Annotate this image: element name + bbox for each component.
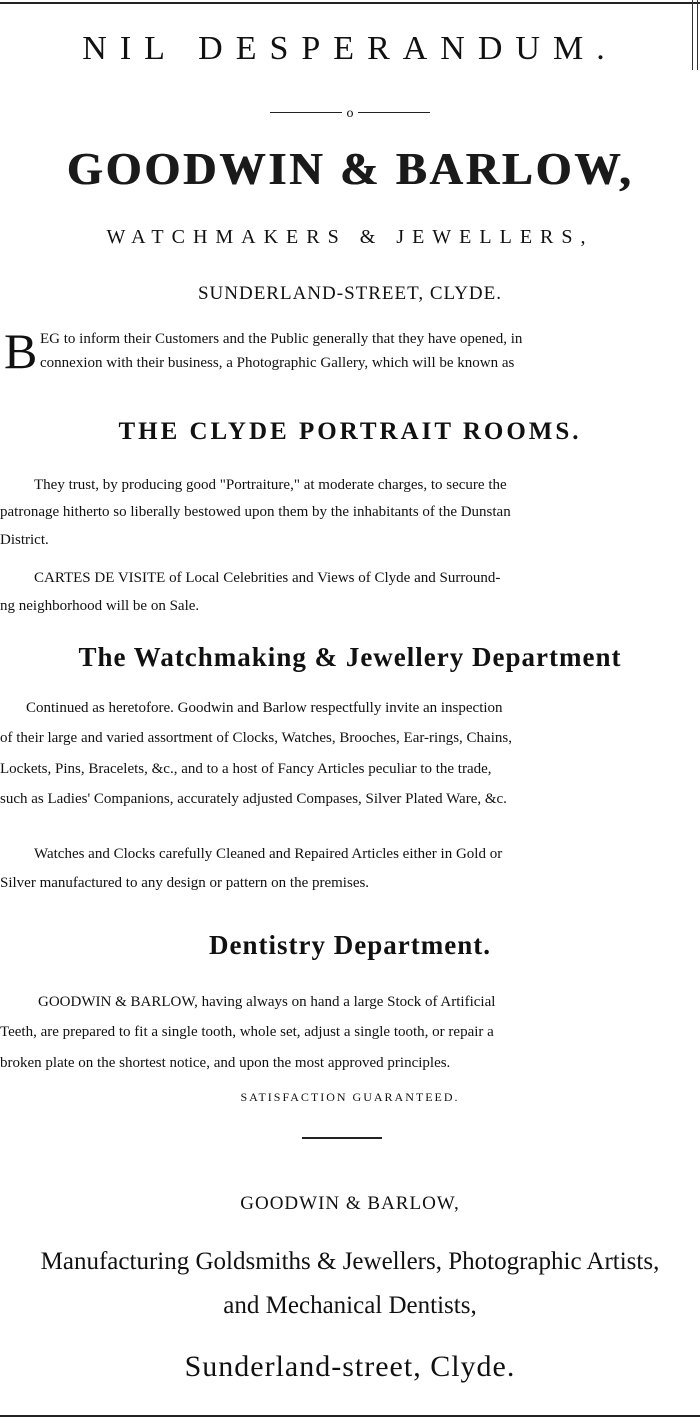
- footer-address: Sunderland-street, Clyde.: [184, 1350, 516, 1383]
- motto-heading: NIL DESPERANDUM.: [82, 30, 618, 67]
- street-address: SUNDERLAND-STREET, CLYDE.: [197, 283, 503, 304]
- firm-name-heading: GOODWIN & BARLOW,: [66, 143, 634, 194]
- text-line: such as Ladies' Companions, accurately adjusted Compases, Silver Plated Ware, &c.: [0, 791, 507, 807]
- portrait-rooms-heading: THE CLYDE PORTRAIT ROOMS.: [118, 418, 582, 445]
- bottom-border-rule: [0, 1415, 700, 1417]
- footer-separator-rule: [302, 1137, 382, 1139]
- trade-subheading: WATCHMAKERS & JEWELLERS,: [106, 226, 594, 248]
- separator-line-left: [270, 112, 342, 113]
- footer-services-line-2: and Mechanical Dentists,: [223, 1292, 477, 1319]
- separator-glyph: o: [346, 105, 354, 120]
- text-line: Teeth, are prepared to fit a single tooth, whole set, adjust a single tooth, or repair a: [0, 1024, 494, 1040]
- text-line: ng neighborhood will be on Sale.: [0, 598, 200, 614]
- text-line: District.: [0, 532, 49, 548]
- footer-firm-name: GOODWIN & BARLOW,: [240, 1193, 460, 1214]
- text-line: broken plate on the shortest notice, and upon the most approved principles.: [0, 1055, 451, 1071]
- dentistry-heading: Dentistry Department.: [209, 930, 491, 960]
- top-border-rule: [0, 2, 700, 4]
- intro-line-2: connexion with their business, a Photographic Gallery, which will be known as: [40, 355, 515, 371]
- text-line: of their large and varied assortment of Clocks, Watches, Brooches, Ear-rings, Chains,: [0, 730, 512, 746]
- text-line: CARTES DE VISITE of Local Celebrities and Views of Clyde and Surround-: [34, 570, 501, 586]
- text-line: Silver manufactured to any design or pattern on the premises.: [0, 875, 370, 891]
- text-line: Lockets, Pins, Bracelets, &c., and to a host of Fancy Articles peculiar to the trade,: [0, 761, 492, 777]
- text-line: Continued as heretofore. Goodwin and Barlow respectfully invite an inspection: [26, 700, 503, 716]
- text-line: patronage hitherto so liberally bestowed upon them by the inhabitants of the Dunstan: [0, 504, 511, 520]
- text-line: They trust, by producing good "Portraiture," at moderate charges, to secure the: [34, 477, 507, 493]
- separator-line-right: [358, 112, 430, 113]
- ornamental-separator: [0, 102, 700, 122]
- drop-cap: B: [4, 323, 38, 379]
- footer-services-line-1: Manufacturing Goldsmiths & Jewellers, Photographic Artists,: [40, 1248, 660, 1275]
- text-line: GOODWIN & BARLOW, having always on hand a large Stock of Artificial: [38, 994, 496, 1010]
- watchmaking-heading: The Watchmaking & Jewellery Department: [78, 642, 622, 672]
- guarantee-line: SATISFACTION GUARANTEED.: [240, 1090, 460, 1104]
- text-line: Watches and Clocks carefully Cleaned and Repaired Articles either in Gold or: [34, 846, 503, 862]
- intro-line-1: EG to inform their Customers and the Public generally that they have opened, in: [40, 331, 523, 347]
